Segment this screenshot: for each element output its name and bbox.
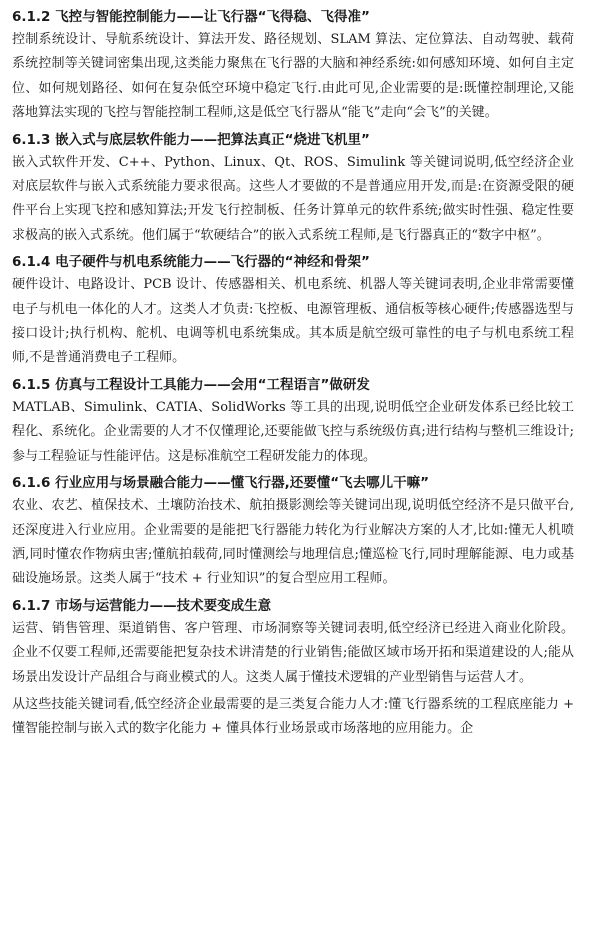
section-paragraph: 农业、农艺、植保技术、土壤防治技术、航拍摄影测绘等关键词出现,说明低空经济不是只做平台,还深度进入行业应用。企业需要的是能把飞行器能力转化为行业解决方案的人才,比如:懂无人机喷洒,同时懂农作物病虫害;懂航拍载荷,同时懂测绘与地理信息;懂巡检飞行,同时理解能源、电力或基础设施场景。这类人属于“技术 + 行业知识”的复合型应用工程师。 [12,498,574,587]
section-paragraph: 硬件设计、电路设计、PCB 设计、传感器相关、机电系统、机器人等关键词表明,企业非常需要懂电子与机电一体化的人才。这类人才负责:飞控板、电源管理板、通信板等核心硬件;传感器选型与接口设计;执行机构、舵机、电调等机电系统集成。其本质是航空级可靠性的电子与机电系统工程师,不是普通消费电子工程师。 [12,277,574,366]
section-title-6-1-5: 6.1.5 仿真与工程设计工具能力——会用“工程语言”做研发 [12,376,370,393]
section-paragraph: MATLAB、Simulink、CATIA、SolidWorks 等工具的出现,说明低空企业研发体系已经比较工程化、系统化。企业需要的人才不仅懂理论,还要能做飞控与系统级仿真;进行结构与整机三维设计;参与工程验证与性能评估。这是标准航空工程研发能力的体现。 [12,399,574,464]
summary-paragraph: 从这些技能关键词看,低空经济企业最需要的是三类复合能力人才:懂飞行器系统的工程底座能力 + 懂智能控制与嵌入式的数字化能力 + 懂具体行业场景或市场落地的应用能力。企 [12,696,574,737]
section-paragraph: 嵌入式软件开发、C++、Python、Linux、Qt、ROS、Simulink 等关键词说明,低空经济企业对底层软件与嵌入式系统能力要求很高。这些人才要做的不是普通应用开发,而是:在资源受限的硬件平台上实现飞控和感知算法;开发飞行控制板、任务计算单元的软件系统;做实时性强、稳定性要求极高的嵌入式系统。他们属于“软硬结合”的嵌入式系统工程师,是飞行器真正的“数字中枢”。 [12,154,574,243]
section-title-6-1-6: 6.1.6 行业应用与场景融合能力——懂飞行器,还要懂“飞去哪儿干嘛” [12,475,430,492]
section-title-6-1-2: 6.1.2 飞控与智能控制能力——让飞行器“飞得稳、飞得准” [12,9,370,25]
section-paragraph: 控制系统设计、导航系统设计、算法开发、路径规划、SLAM 算法、定位算法、自动驾驶、载荷系统控制等关键词密集出现,这类能力聚焦在飞行器的大脑和神经系统:如何感知环境、如何自主定位、如何规划路径、如何在复杂低空环境中稳定飞行.由此可见,企业需要的是:既懂控制理论,又能落地算法实现的飞控与智能控制工程师,这是低空飞行器从“能飞”走向“会飞”的关键。 [12,32,574,121]
section-title-6-1-3: 6.1.3 嵌入式与底层软件能力——把算法真正“烧进飞机里” [12,131,370,148]
section-title-6-1-4: 6.1.4 电子硬件与机电系统能力——飞行器的“神经和骨架” [12,254,370,271]
section-title-6-1-7: 6.1.7 市场与运营能力——技术要变成生意 [12,597,272,614]
section-paragraph: 运营、销售管理、渠道销售、客户管理、市场洞察等关键词表明,低空经济已经进入商业化阶段。企业不仅要工程师,还需要能把复杂技术讲清楚的行业销售;能做区域市场开拓和渠道建设的人;能从场景出发设计产品组合与商业模式的人。这类人属于懂技术逻辑的产业型销售与运营人才。 [12,620,574,685]
